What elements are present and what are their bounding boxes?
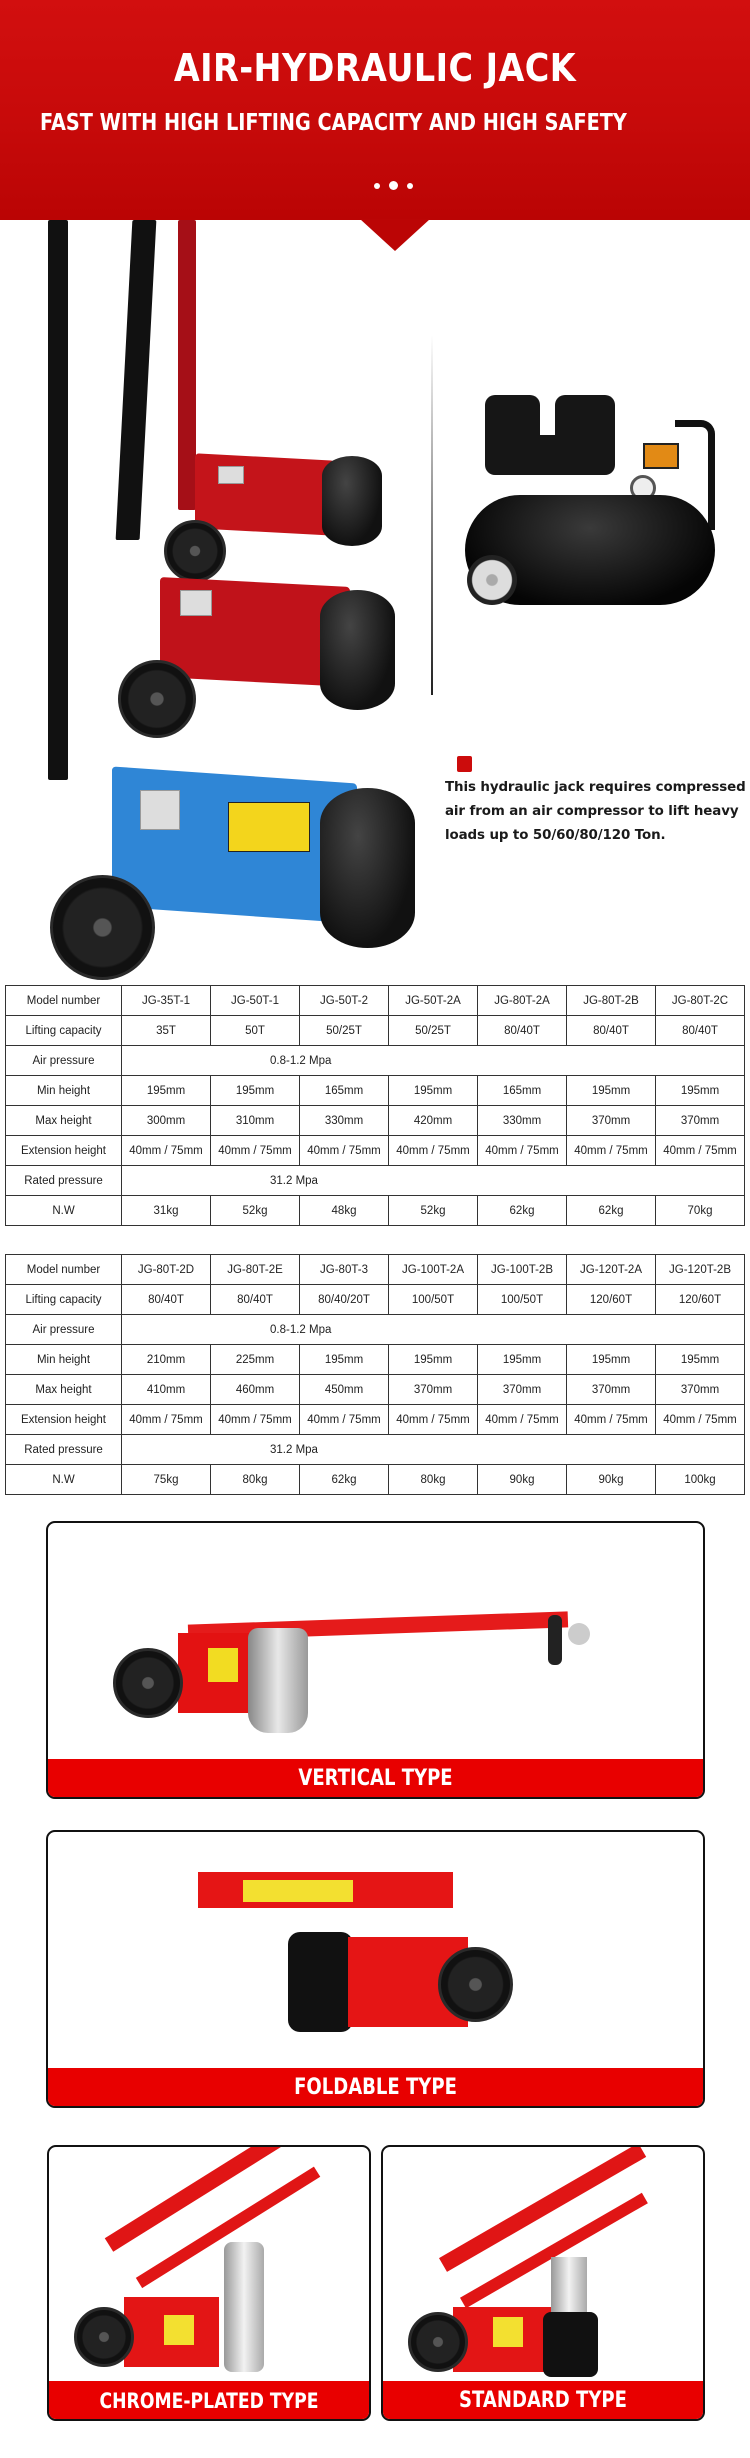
rated-pressure-value: 31.2 Mpa xyxy=(270,1174,318,1187)
table-cell: 300mm xyxy=(122,1106,211,1136)
table-cell: 40mm / 75mm xyxy=(478,1405,567,1435)
table-cell: 50/25T xyxy=(389,1016,478,1046)
table-cell: 75kg xyxy=(122,1465,211,1495)
row-label: Rated pressure xyxy=(6,1166,122,1196)
model-cell: JG-80T-2B xyxy=(567,986,656,1016)
product-card-standard xyxy=(381,2145,705,2421)
model-cell: JG-80T-3 xyxy=(300,1255,389,1285)
row-label: N.W xyxy=(6,1465,122,1495)
row-label: Extension height xyxy=(6,1405,122,1435)
table-cell: 330mm xyxy=(300,1106,389,1136)
square-bullet-icon xyxy=(457,756,472,772)
model-cell: JG-35T-1 xyxy=(122,986,211,1016)
model-cell: JG-100T-2A xyxy=(389,1255,478,1285)
row-label: N.W xyxy=(6,1196,122,1226)
header-banner xyxy=(0,0,750,220)
table-cell: 165mm xyxy=(300,1076,389,1106)
product-card-foldable xyxy=(46,1830,705,2108)
table-cell: 410mm xyxy=(122,1375,211,1405)
table-row xyxy=(6,1255,745,1285)
table-cell: 100/50T xyxy=(389,1285,478,1315)
table-cell: 370mm xyxy=(567,1375,656,1405)
foldable-jack-image xyxy=(48,1832,703,2068)
table-cell: 80/40T xyxy=(656,1016,745,1046)
model-cell: JG-120T-2A xyxy=(567,1255,656,1285)
table-row xyxy=(6,1106,745,1136)
table-cell: 370mm xyxy=(656,1106,745,1136)
row-label: Extension height xyxy=(6,1136,122,1166)
air-pressure-value: 0.8-1.2 Mpa xyxy=(270,1323,332,1336)
table-cell: 195mm xyxy=(567,1076,656,1106)
spec-table-2 xyxy=(5,1254,745,1495)
table-cell: 210mm xyxy=(122,1345,211,1375)
model-cell: JG-80T-2E xyxy=(211,1255,300,1285)
table-cell: 90kg xyxy=(567,1465,656,1495)
table-cell: 195mm xyxy=(122,1076,211,1106)
table-row xyxy=(6,1166,745,1196)
table-cell: 40mm / 75mm xyxy=(567,1136,656,1166)
table-cell: 100/50T xyxy=(478,1285,567,1315)
model-cell: JG-80T-2D xyxy=(122,1255,211,1285)
jacks-product-image xyxy=(0,220,430,940)
row-label: Air pressure xyxy=(6,1046,122,1076)
table-cell: 310mm xyxy=(211,1106,300,1136)
row-label: Min height xyxy=(6,1345,122,1375)
row-label: Lifting capacity xyxy=(6,1016,122,1046)
spec-table-1 xyxy=(5,985,745,1226)
table-cell: 40mm / 75mm xyxy=(122,1405,211,1435)
vertical-jack-image xyxy=(48,1523,703,1759)
table-cell: 370mm xyxy=(567,1106,656,1136)
table-cell: 50/25T xyxy=(300,1016,389,1046)
table-cell: 40mm / 75mm xyxy=(389,1405,478,1435)
table-cell: 40mm / 75mm xyxy=(389,1136,478,1166)
table-cell: 460mm xyxy=(211,1375,300,1405)
table-cell: 165mm xyxy=(478,1076,567,1106)
table-row xyxy=(6,1076,745,1106)
table-cell: 120/60T xyxy=(567,1285,656,1315)
table-cell: 40mm / 75mm xyxy=(300,1136,389,1166)
table-cell: 62kg xyxy=(300,1465,389,1495)
table-cell: 52kg xyxy=(211,1196,300,1226)
model-cell: JG-100T-2B xyxy=(478,1255,567,1285)
row-label: Min height xyxy=(6,1076,122,1106)
table-cell: 40mm / 75mm xyxy=(478,1136,567,1166)
dots-ornament-icon xyxy=(370,180,420,192)
table-cell: 370mm xyxy=(389,1375,478,1405)
table-cell: 80kg xyxy=(211,1465,300,1495)
table-cell: 80/40T xyxy=(122,1285,211,1315)
table-cell: 40mm / 75mm xyxy=(567,1405,656,1435)
table-cell: 40mm / 75mm xyxy=(211,1136,300,1166)
rated-pressure-value: 31.2 Mpa xyxy=(270,1443,318,1456)
table-row xyxy=(6,1345,745,1375)
table-cell: 40mm / 75mm xyxy=(122,1136,211,1166)
table-row xyxy=(6,986,745,1016)
table-row xyxy=(6,1375,745,1405)
air-compressor-image xyxy=(455,395,725,635)
note-text: This hydraulic jack requires compressed air from an air compressor to lift heavy loads up to 50/60/80/120 Ton. xyxy=(445,780,746,843)
table-cell: 48kg xyxy=(300,1196,389,1226)
air-pressure-value: 0.8-1.2 Mpa xyxy=(270,1054,332,1067)
page-title: AIR-HYDRAULIC JACK xyxy=(173,46,577,90)
table-cell: 195mm xyxy=(211,1076,300,1106)
table-cell: 195mm xyxy=(656,1345,745,1375)
table-cell: 62kg xyxy=(478,1196,567,1226)
table-cell: 52kg xyxy=(389,1196,478,1226)
row-label: Max height xyxy=(6,1106,122,1136)
row-label: Lifting capacity xyxy=(6,1285,122,1315)
table-cell: 195mm xyxy=(656,1076,745,1106)
hero-section xyxy=(0,220,750,950)
table-row xyxy=(6,1465,745,1495)
table-cell: 31kg xyxy=(122,1196,211,1226)
table-cell: 35T xyxy=(122,1016,211,1046)
row-label: Rated pressure xyxy=(6,1435,122,1465)
table-cell: 370mm xyxy=(656,1375,745,1405)
chrome-jack-image xyxy=(49,2147,369,2381)
model-cell: JG-80T-2A xyxy=(478,986,567,1016)
table-cell: 40mm / 75mm xyxy=(656,1405,745,1435)
table-row xyxy=(6,1016,745,1046)
card-label: VERTICAL TYPE xyxy=(298,1766,453,1791)
table-row xyxy=(6,1285,745,1315)
page-subtitle: FAST WITH HIGH LIFTING CAPACITY AND HIGH SAFETY xyxy=(40,108,627,136)
table-cell: 370mm xyxy=(478,1375,567,1405)
table-cell: 90kg xyxy=(478,1465,567,1495)
table-cell: 450mm xyxy=(300,1375,389,1405)
table-cell: 195mm xyxy=(389,1076,478,1106)
table-cell: 195mm xyxy=(389,1345,478,1375)
card-label: FOLDABLE TYPE xyxy=(294,2075,457,2100)
table-cell: 330mm xyxy=(478,1106,567,1136)
row-label: Max height xyxy=(6,1375,122,1405)
model-cell: JG-50T-1 xyxy=(211,986,300,1016)
table-cell: 80/40T xyxy=(478,1016,567,1046)
table-row xyxy=(6,1196,745,1226)
model-cell: JG-50T-2 xyxy=(300,986,389,1016)
table-cell: 70kg xyxy=(656,1196,745,1226)
standard-jack-image xyxy=(383,2147,703,2381)
model-cell: JG-50T-2A xyxy=(389,986,478,1016)
table-cell: 40mm / 75mm xyxy=(656,1136,745,1166)
table-cell: 120/60T xyxy=(656,1285,745,1315)
table-cell: 80/40T xyxy=(211,1285,300,1315)
vertical-divider xyxy=(431,335,433,695)
table-cell: 50T xyxy=(211,1016,300,1046)
table-cell xyxy=(122,1435,745,1465)
card-label: STANDARD TYPE xyxy=(459,2388,627,2413)
table-cell: 100kg xyxy=(656,1465,745,1495)
table-cell: 195mm xyxy=(567,1345,656,1375)
row-label: Air pressure xyxy=(6,1315,122,1345)
table-cell xyxy=(122,1315,745,1345)
table-cell: 420mm xyxy=(389,1106,478,1136)
product-card-vertical xyxy=(46,1521,705,1799)
table-cell xyxy=(122,1046,745,1076)
table-cell: 40mm / 75mm xyxy=(211,1405,300,1435)
table-row xyxy=(6,1046,745,1076)
table-cell xyxy=(122,1166,745,1196)
table-cell: 80/40/20T xyxy=(300,1285,389,1315)
table-row xyxy=(6,1435,745,1465)
table-cell: 195mm xyxy=(300,1345,389,1375)
card-label: CHROME-PLATED TYPE xyxy=(99,2389,319,2413)
table-row xyxy=(6,1405,745,1435)
table-cell: 40mm / 75mm xyxy=(300,1405,389,1435)
model-cell: JG-80T-2C xyxy=(656,986,745,1016)
red-jack-1 xyxy=(195,453,335,535)
table-cell: 225mm xyxy=(211,1345,300,1375)
table-cell: 195mm xyxy=(478,1345,567,1375)
table-cell: 80/40T xyxy=(567,1016,656,1046)
row-label: Model number xyxy=(6,1255,122,1285)
table-cell: 62kg xyxy=(567,1196,656,1226)
table-row xyxy=(6,1315,745,1345)
table-row xyxy=(6,1136,745,1166)
row-label: Model number xyxy=(6,986,122,1016)
product-card-chrome xyxy=(47,2145,371,2421)
model-cell: JG-120T-2B xyxy=(656,1255,745,1285)
table-cell: 80kg xyxy=(389,1465,478,1495)
